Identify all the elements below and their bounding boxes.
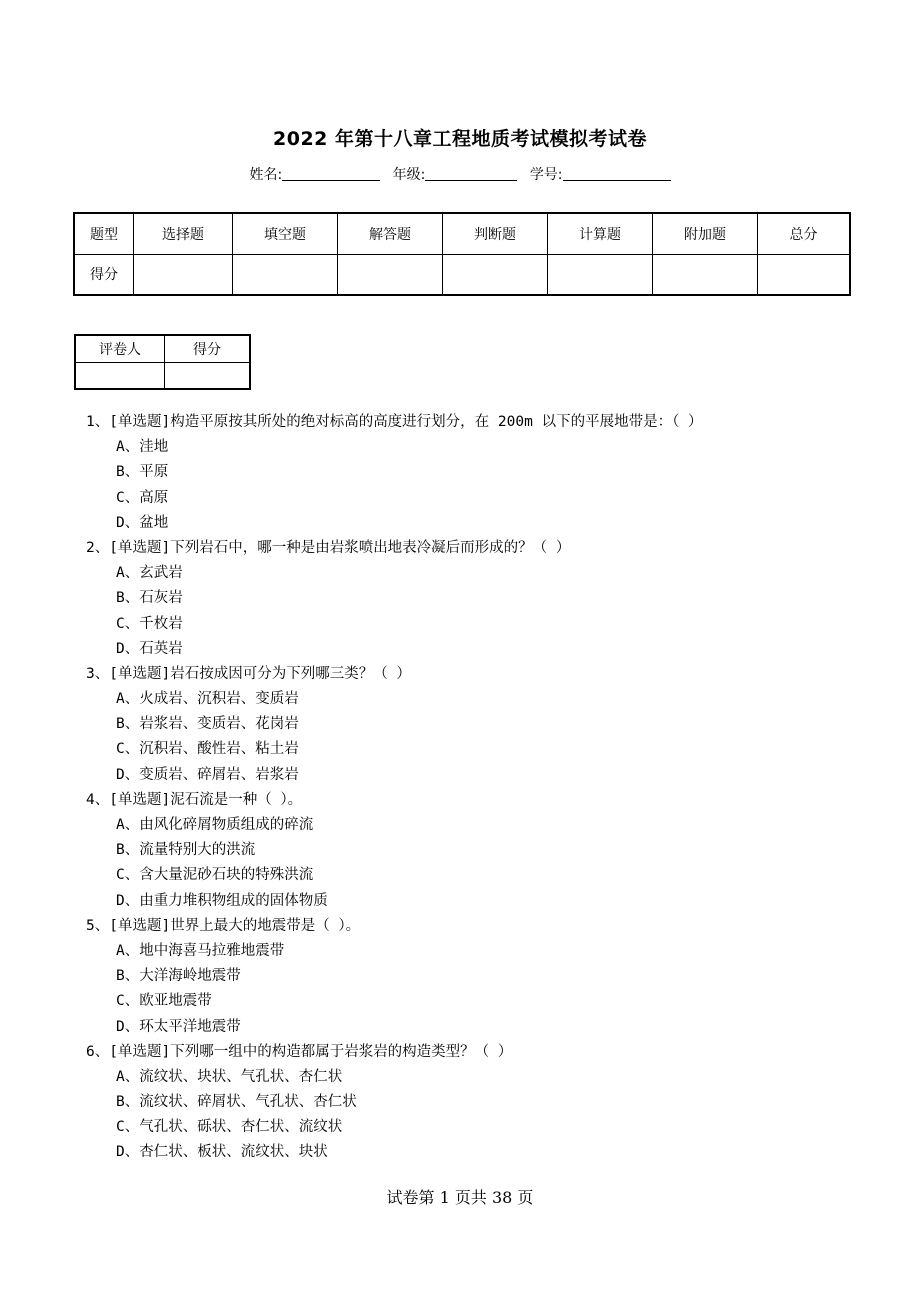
question bbox=[86, 662, 886, 788]
option-a[interactable]: A、洼地 bbox=[116, 439, 169, 456]
page-footer: 试卷第 1 页共 38 页 bbox=[386, 1188, 534, 1207]
option-a[interactable]: A、地中海喜马拉雅地震带 bbox=[116, 942, 285, 959]
score-cell[interactable] bbox=[443, 254, 548, 295]
grade-field[interactable] bbox=[393, 164, 518, 184]
option-b[interactable]: B、石灰岩 bbox=[116, 590, 183, 607]
question bbox=[86, 788, 886, 914]
grader-score-cell[interactable] bbox=[165, 362, 251, 389]
question bbox=[86, 914, 886, 1040]
option-d[interactable]: D、石英岩 bbox=[116, 640, 183, 657]
score-header-cell: 填空题 bbox=[233, 213, 338, 254]
grader-header-row bbox=[75, 335, 250, 362]
option-a[interactable]: A、由风化碎屑物质组成的碎流 bbox=[116, 817, 314, 833]
question-stem: 6、[单选题]下列哪一组中的构造都属于岩浆岩的构造类型？（ ） bbox=[86, 1043, 513, 1060]
score-cell[interactable] bbox=[233, 254, 338, 295]
question-stem: 4、[单选题]泥石流是一种（ ）。 bbox=[86, 791, 303, 808]
score-header-cell: 附加题 bbox=[653, 213, 758, 254]
question-stem: 2、[单选题]下列岩石中，哪一种是由岩浆喷出地表冷凝后而形成的？（ ） bbox=[86, 539, 571, 556]
question-stem: 1、[单选题]构造平原按其所处的绝对标高的高度进行划分，在 200m 以下的平展地带是：（ ） bbox=[86, 414, 703, 430]
name-field[interactable] bbox=[249, 164, 380, 184]
option-d[interactable]: D、杏仁状、板状、流纹状、块状 bbox=[116, 1144, 328, 1161]
score-header-cell: 判断题 bbox=[443, 213, 548, 254]
exam-title: 2022 年第十八章工程地质考试模拟考试卷 bbox=[273, 128, 647, 150]
question bbox=[86, 1040, 886, 1166]
grader-name-cell[interactable] bbox=[75, 362, 165, 389]
score-cell[interactable] bbox=[134, 254, 233, 295]
option-d[interactable]: D、环太平洋地震带 bbox=[116, 1018, 241, 1035]
grade-blank[interactable] bbox=[425, 166, 517, 181]
question-stem: 3、[单选题]岩石按成因可分为下列哪三类？（ ） bbox=[86, 665, 411, 682]
option-a[interactable]: A、火成岩、沉积岩、变质岩 bbox=[116, 691, 299, 708]
score-header-cell: 总分 bbox=[758, 213, 851, 254]
grader-header-cell: 得分 bbox=[165, 335, 251, 362]
option-c[interactable]: C、高原 bbox=[116, 489, 169, 506]
student-id-field[interactable] bbox=[530, 164, 671, 184]
option-d[interactable]: D、盆地 bbox=[116, 514, 169, 531]
score-header-cell: 选择题 bbox=[134, 213, 233, 254]
option-d[interactable]: D、变质岩、碎屑岩、岩浆岩 bbox=[116, 766, 299, 783]
score-cell[interactable] bbox=[758, 254, 851, 295]
score-table-score-row bbox=[74, 254, 850, 295]
score-header-cell: 题型 bbox=[74, 213, 134, 254]
option-a[interactable]: A、玄武岩 bbox=[116, 565, 183, 582]
grader-header-cell: 评卷人 bbox=[75, 335, 165, 362]
score-header-cell: 解答题 bbox=[338, 213, 443, 254]
option-b[interactable]: B、大洋海岭地震带 bbox=[116, 968, 241, 985]
option-b[interactable]: B、平原 bbox=[116, 464, 169, 481]
option-d[interactable]: D、由重力堆积物组成的固体物质 bbox=[116, 892, 328, 909]
option-c[interactable]: C、千枚岩 bbox=[116, 615, 183, 632]
grade-label: 年级: bbox=[392, 167, 426, 183]
student-info bbox=[0, 164, 920, 184]
option-b[interactable]: B、岩浆岩、变质岩、花岗岩 bbox=[116, 716, 299, 733]
score-table-header-row bbox=[74, 213, 850, 254]
question bbox=[86, 410, 886, 536]
option-a[interactable]: A、流纹状、块状、气孔状、杏仁状 bbox=[116, 1068, 343, 1085]
option-c[interactable]: C、欧亚地震带 bbox=[116, 993, 212, 1010]
score-cell[interactable] bbox=[653, 254, 758, 295]
question-list bbox=[86, 410, 886, 1166]
grader-table bbox=[74, 334, 251, 390]
option-b[interactable]: B、流纹状、碎屑状、气孔状、杏仁状 bbox=[116, 1094, 357, 1111]
option-c[interactable]: C、含大量泥砂石块的特殊洪流 bbox=[116, 867, 314, 884]
grader-input-row bbox=[75, 362, 250, 389]
score-cell[interactable] bbox=[338, 254, 443, 295]
name-blank[interactable] bbox=[282, 166, 380, 181]
question-stem: 5、[单选题]世界上最大的地震带是（ ）。 bbox=[86, 917, 361, 934]
option-c[interactable]: C、沉积岩、酸性岩、粘土岩 bbox=[116, 741, 299, 758]
student-id-blank[interactable] bbox=[563, 166, 671, 181]
option-b[interactable]: B、流量特别大的洪流 bbox=[116, 842, 256, 859]
score-table bbox=[73, 212, 851, 296]
score-header-cell: 计算题 bbox=[548, 213, 653, 254]
name-label: 姓名: bbox=[249, 167, 283, 183]
option-c[interactable]: C、气孔状、砾状、杏仁状、流纹状 bbox=[116, 1119, 343, 1136]
score-cell[interactable] bbox=[548, 254, 653, 295]
question bbox=[86, 536, 886, 662]
score-row-label: 得分 bbox=[74, 254, 134, 295]
student-id-label: 学号: bbox=[529, 167, 563, 183]
